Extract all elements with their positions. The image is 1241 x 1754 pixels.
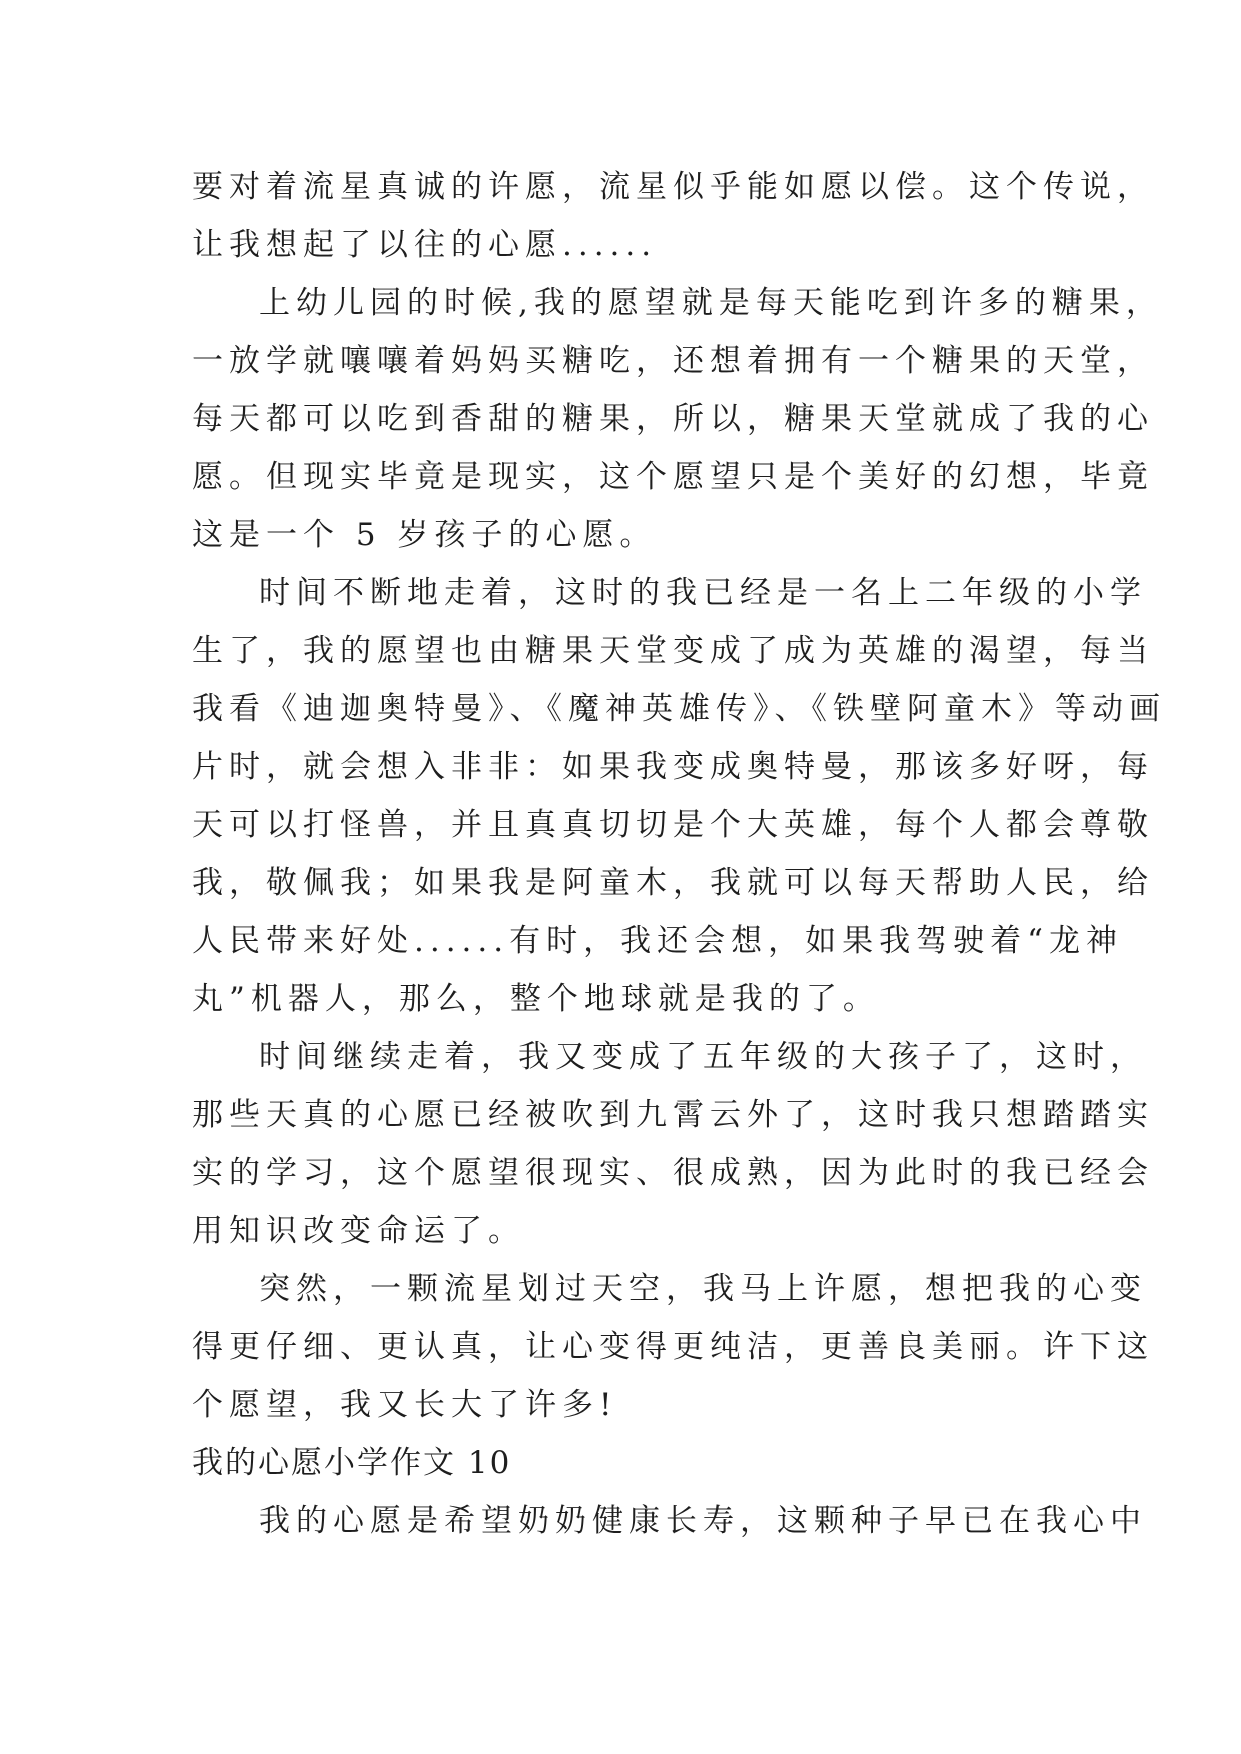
section-heading: 我的心愿小学作文 10 bbox=[192, 1445, 512, 1481]
paragraph-start-line: 时间继续走着，我又变成了五年级的大孩子了，这时， bbox=[259, 1039, 1147, 1075]
text-line: 我看《迪迦奥特曼》、《魔神英雄传》、《铁壁阿童木》等动画 bbox=[192, 691, 1166, 727]
text-line: 每天都可以吃到香甜的糖果，所以，糖果天堂就成了我的心 bbox=[192, 401, 1154, 437]
paragraph-start-line: 我的心愿是希望奶奶健康长寿，这颗种子早已在我心中 bbox=[259, 1503, 1147, 1539]
text-line: 人民带来好处......有时，我还会想，如果我驾驶着“龙神 bbox=[192, 923, 1123, 959]
paragraph-start-line: 上幼儿园的时候,我的愿望就是每天能吃到许多的糖果， bbox=[259, 285, 1163, 321]
text-line: 那些天真的心愿已经被吹到九霄云外了，这时我只想踏踏实 bbox=[192, 1097, 1154, 1133]
text-line: 要对着流星真诚的许愿，流星似乎能如愿以偿。这个传说， bbox=[192, 169, 1154, 205]
text-line: 个愿望，我又长大了许多! bbox=[192, 1387, 618, 1423]
text-line: 生了，我的愿望也由糖果天堂变成了成为英雄的渴望，每当 bbox=[192, 633, 1154, 669]
text-line: 实的学习，这个愿望很现实、很成熟，因为此时的我已经会 bbox=[192, 1155, 1154, 1191]
text-line: 让我想起了以往的心愿...... bbox=[192, 227, 658, 263]
document-body bbox=[192, 158, 1166, 1550]
paragraph-start-line: 突然，一颗流星划过天空，我马上许愿，想把我的心变 bbox=[259, 1271, 1147, 1307]
text-line: 得更仔细、更认真，让心变得更纯洁，更善良美丽。许下这 bbox=[192, 1329, 1154, 1365]
text-line: 丸”机器人，那么，整个地球就是我的了。 bbox=[192, 981, 880, 1017]
paragraph-start-line: 时间不断地走着，这时的我已经是一名上二年级的小学 bbox=[259, 575, 1147, 611]
text-line: 这是一个 5 岁孩子的心愿。 bbox=[192, 517, 657, 553]
text-line: 用知识改变命运了。 bbox=[192, 1213, 525, 1249]
text-line: 一放学就嚷嚷着妈妈买糖吃，还想着拥有一个糖果的天堂， bbox=[192, 343, 1154, 379]
text-line: 天可以打怪兽，并且真真切切是个大英雄，每个人都会尊敬 bbox=[192, 807, 1154, 843]
text-line: 片时，就会想入非非：如果我变成奥特曼，那该多好呀，每 bbox=[192, 749, 1154, 785]
text-line: 我，敬佩我；如果我是阿童木，我就可以每天帮助人民，给 bbox=[192, 865, 1154, 901]
text-line: 愿。但现实毕竟是现实，这个愿望只是个美好的幻想，毕竟 bbox=[192, 459, 1154, 495]
